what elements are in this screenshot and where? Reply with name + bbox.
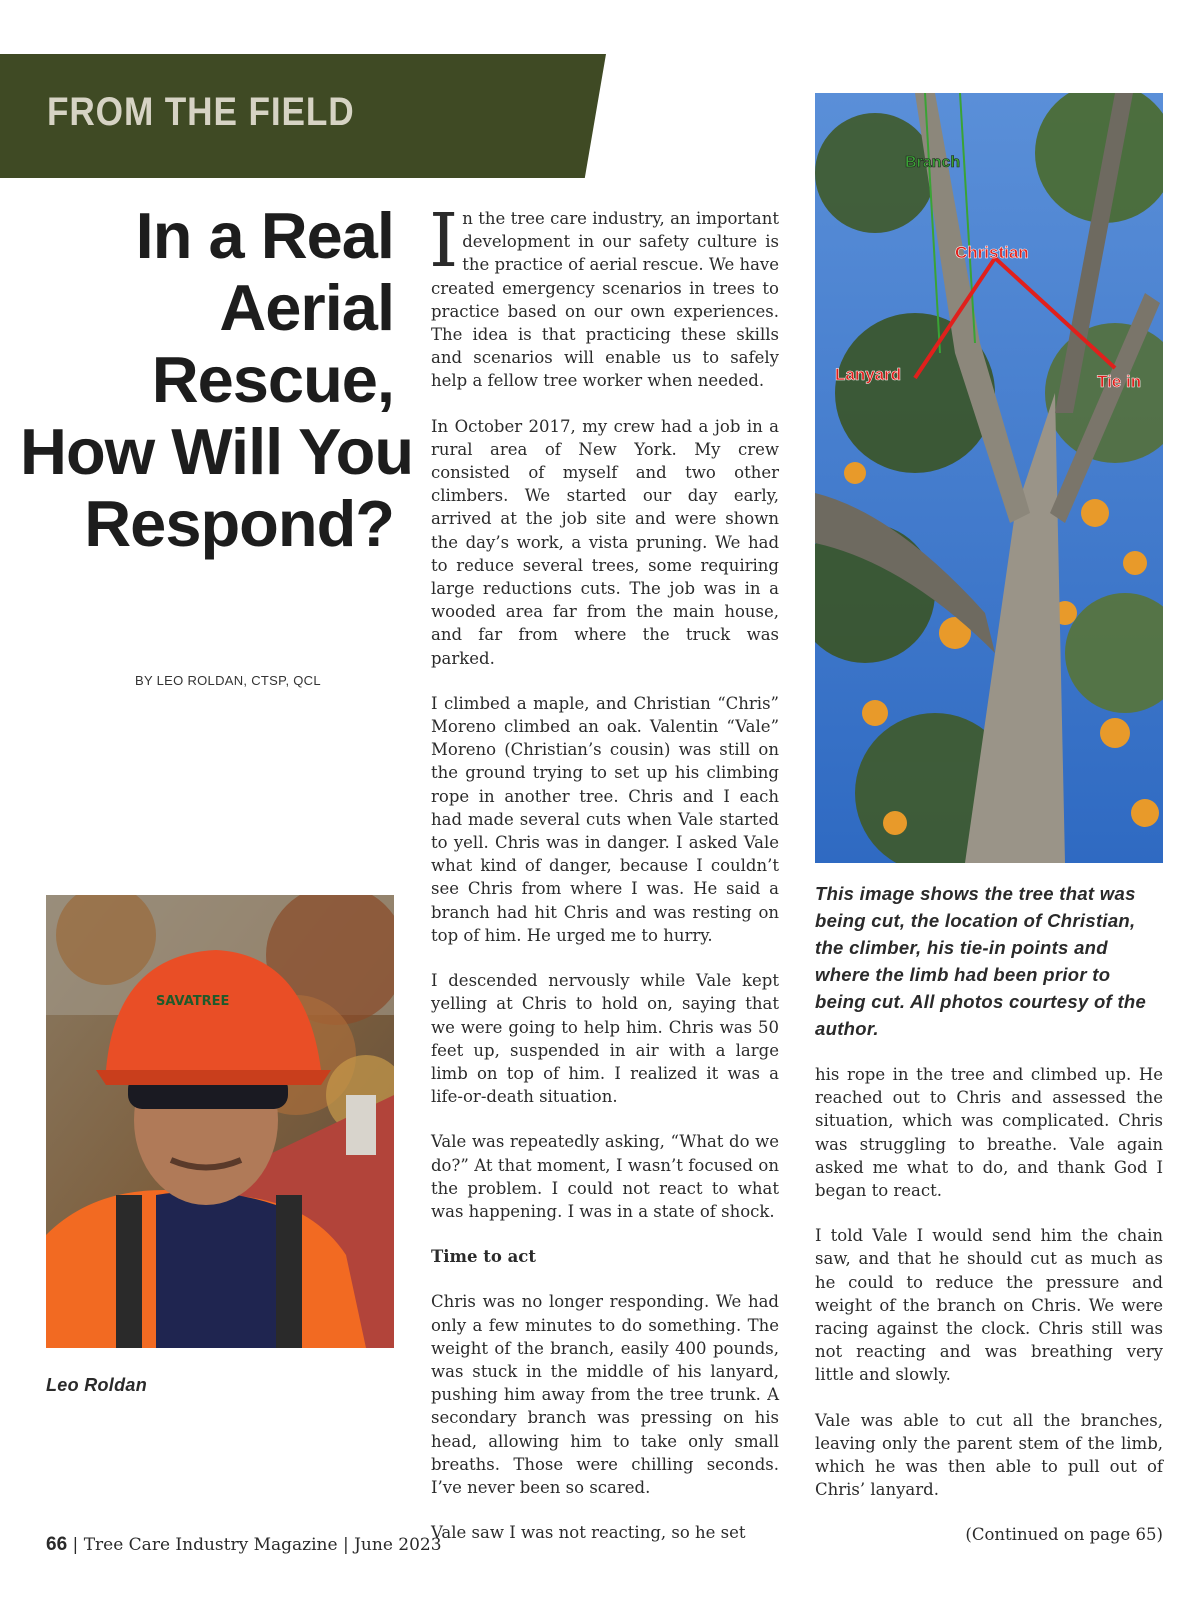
author-photo-caption: Leo Roldan [46,1375,147,1395]
label-lanyard: Lanyard [835,365,902,384]
footer-separator: | [337,1535,355,1555]
article-headline [20,199,414,560]
article-paragraph: I told Vale I would send him the chain saw, and that he should cut as much as he could to reduce the pressure and weight of the branch on Chris. We were racing against the clock. Chris still was not reacting and was breathing very little and slowly. [815,1226,1163,1385]
magazine-name: Tree Care Industry Magazine [83,1535,338,1555]
headline-line: Aerial [219,271,394,344]
article-paragraph: Vale was repeatedly asking, “What do we do?” At that moment, I wasn’t focused on the problem. I could not react to what was happening. I was in a state of shock. [431,1132,779,1221]
label-christian: Christian [955,243,1029,262]
author-photo [46,895,394,1348]
page-number: 66 [46,1534,68,1555]
issue-date: June 2023 [354,1535,442,1555]
article-paragraph: I descended nervously while Vale kept yelling at Chris to hold on, saying that we were going to help him. Chris was 50 feet up, suspended in air with a large limb on top of him. I realized it was a life-or-death situation. [431,971,779,1107]
article-paragraph: his rope in the tree and climbed up. He reached out to Chris and assessed the situation, which was complicated. Chris was struggling to breathe. Vale again asked me what to do, and thank God I began to react. [815,1065,1163,1201]
article-column-middle [429,198,780,1566]
section-subhead: Time to act [431,1247,536,1267]
footer-separator: | [67,1535,84,1555]
headline-line: Respond? [84,487,394,560]
headline-line: Rescue, [151,343,394,416]
headline-line: How Will You [20,415,414,488]
label-branch: Branch [905,154,961,171]
tree-photo-caption: This image shows the tree that was being cut, the location of Christian, the climber, his tie-in points and where the limb had been prior to being cut. All photos courtesy of the author. [815,883,1147,1039]
continued-note: (Continued on page 65) [965,1525,1163,1545]
article-paragraph: Vale was able to cut all the branches, leaving only the parent stem of the limb, which he was then able to pull out of Chris’ lanyard. [815,1410,1163,1500]
article-paragraph: I climbed a maple, and Christian “Chris” Moreno climbed an oak. Valentin “Vale” Moreno (Christian’s cousin) was still on the ground trying to set up his climbing rope in another tree. Chris and I each had made several cuts when Vale started to yell. Chris was in danger. I asked Vale what kind of danger, because I couldn’t see Chris from where I was. He said a branch had hit Chris and was resting on top of him. He urged me to hurry. [431,693,779,945]
tree-photo [815,93,1163,863]
article-paragraph: Vale saw I was not reacting, so he set [431,1523,746,1543]
byline: BY LEO ROLDAN, CTSP, QCL [135,673,321,688]
headline-line: In a Real [135,199,394,272]
article-paragraph: In October 2017, my crew had a job in a rural area of New York. My crew consisted of myself and two other climbers. We started our day early, arrived at the job site and were shown the day’s work, a vista pruning. We had to reduce several trees, some requiring large reductions cuts. The job was in a wooded area far from the main house, and far from where the truck was parked. [431,416,779,668]
section-label: FROM THE FIELD [47,90,355,134]
label-tie-in: Tie in [1097,372,1142,391]
article-column-right [815,1063,1163,1569]
paragraph-text: n the tree care industry, an important development in our safety culture is the practice of aerial rescue. We have created emergency scenarios in trees to practice based on our own experiences. The idea is that practicing these skills and scenarios will enable us to safely help a fellow tree worker when needed. [431,209,780,391]
drop-cap: I [429,198,459,284]
helmet-text: SAVATREE [156,994,230,1009]
article-paragraph: Chris was no longer responding. We had only a few minutes to do something. The weight of the branch, easily 400 pounds, was stuck in the middle of his lanyard, pushing him away from the tree trunk. A secondary branch was pressing on his head, allowing him to take only small breaths. Those were chilling seconds. I’ve never been so scared. [431,1292,779,1497]
article-paragraph [429,198,780,393]
page-footer [46,1534,442,1556]
